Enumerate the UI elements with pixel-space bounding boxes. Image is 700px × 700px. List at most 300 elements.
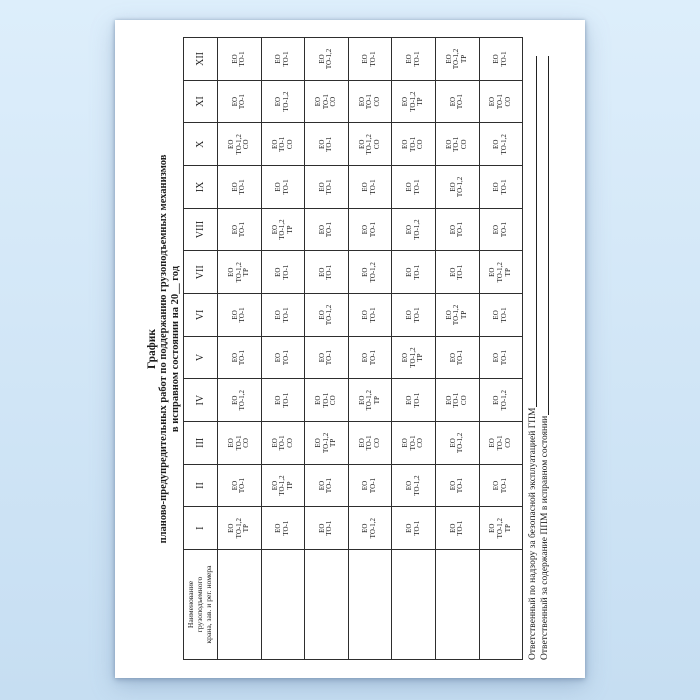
- schedule-cell-line: ТО-1: [238, 51, 247, 67]
- schedule-cell-line: ТО-1: [365, 435, 374, 451]
- schedule-cell-line: ЕО: [317, 523, 326, 533]
- name-header-line: крана, зав. и рег. номера: [203, 565, 213, 644]
- schedule-cell-line: ЕО: [448, 438, 457, 448]
- schedule-cell-line: ЕО: [230, 224, 239, 235]
- schedule-cell-line: ТО-1: [325, 264, 334, 280]
- schedule-cell: [305, 80, 349, 123]
- schedule-cell-line: ЕО: [448, 182, 457, 192]
- schedule-cell-line: СО: [372, 139, 381, 150]
- schedule-cell-line: ТО-1: [456, 94, 465, 110]
- schedule-cell-line: ЕО: [317, 267, 326, 277]
- schedule-cell: [348, 80, 392, 123]
- schedule-cell-line: ЕО: [405, 54, 414, 64]
- schedule-cell-line: ТР: [460, 54, 469, 64]
- schedule-cell: [261, 379, 305, 422]
- schedule-cell-line: ТО-1: [325, 477, 334, 494]
- schedule-cell: [305, 123, 349, 166]
- schedule-cell-line: ТО-1: [499, 222, 508, 238]
- schedule-cell: [261, 464, 305, 507]
- schedule-cell: [392, 464, 436, 507]
- schedule-cell-line: ЕО: [448, 96, 457, 107]
- schedule-row: [218, 38, 262, 660]
- schedule-cell-line: СО: [329, 96, 338, 107]
- schedule-cell-line: СО: [416, 139, 425, 150]
- schedule-cell-line: ТО-1: [452, 392, 461, 408]
- schedule-cell: [348, 38, 392, 81]
- schedule-cell-line: ТО-1: [238, 94, 247, 110]
- schedule-cell-line: ЕО: [401, 96, 410, 107]
- schedule-cell-line: СО: [285, 438, 294, 448]
- table-body: [218, 38, 523, 660]
- schedule-cell-line: ЕО: [357, 96, 366, 107]
- schedule-cell-line: ТО-1,2: [234, 262, 243, 283]
- schedule-cell-line: ТО-1: [496, 435, 505, 451]
- schedule-cell: [392, 251, 436, 294]
- month-header: XI: [184, 80, 218, 123]
- schedule-cell-line: ТО-1: [412, 392, 421, 408]
- crane-name-cell: [218, 550, 262, 660]
- crane-name-cell: [435, 550, 479, 660]
- schedule-cell-line: ЕО: [317, 310, 326, 320]
- schedule-cell: [435, 80, 479, 123]
- schedule-cell-line: ТО-1: [456, 222, 465, 238]
- schedule-cell-line: ЕО: [405, 224, 414, 235]
- schedule-row: [261, 38, 305, 660]
- month-header: VII: [184, 251, 218, 294]
- schedule-cell-line: ЕО: [448, 480, 457, 491]
- schedule-cell: [392, 379, 436, 422]
- schedule-cell-line: ТО-1,2: [496, 518, 505, 539]
- schedule-cell-line: ТО-1,2: [408, 91, 417, 112]
- schedule-cell-line: ЕО: [230, 182, 239, 192]
- schedule-cell: [435, 123, 479, 166]
- schedule-cell-line: ЕО: [488, 523, 497, 533]
- schedule-cell: [348, 123, 392, 166]
- schedule-cell: [348, 336, 392, 379]
- schedule-cell-line: ТР: [285, 225, 294, 234]
- title-line-1: График: [146, 329, 158, 369]
- schedule-cell-line: ЕО: [405, 267, 414, 277]
- schedule-cell: [305, 166, 349, 209]
- schedule-cell: [479, 80, 523, 123]
- schedule-cell-line: ЕО: [488, 267, 497, 277]
- schedule-cell-line: ТО-1,2: [499, 134, 508, 155]
- schedule-row: [479, 38, 523, 660]
- schedule-cell-line: ТР: [242, 524, 251, 533]
- schedule-cell: [218, 464, 262, 507]
- schedule-cell: [348, 422, 392, 465]
- schedule-cell: [305, 507, 349, 550]
- schedule-cell: [392, 123, 436, 166]
- crane-name-cell: [348, 550, 392, 660]
- schedule-cell-line: ЕО: [448, 224, 457, 235]
- schedule-cell-line: ЕО: [361, 182, 370, 192]
- schedule-cell-line: ЕО: [274, 182, 283, 192]
- schedule-cell-line: ЕО: [230, 54, 239, 64]
- signature-line-2: [539, 56, 551, 660]
- schedule-cell: [348, 507, 392, 550]
- schedule-cell-line: ЕО: [317, 480, 326, 491]
- schedule-cell: [435, 379, 479, 422]
- schedule-cell: [435, 166, 479, 209]
- schedule-cell: [218, 80, 262, 123]
- schedule-cell: [305, 38, 349, 81]
- schedule-cell: [479, 336, 523, 379]
- schedule-cell-line: ЕО: [226, 438, 235, 448]
- schedule-cell-line: ТО-1: [412, 520, 421, 536]
- signature-line-1: [527, 56, 539, 660]
- schedule-cell-line: ЕО: [405, 310, 414, 320]
- schedule-cell: [305, 336, 349, 379]
- schedule-cell-line: ЕО: [230, 96, 239, 107]
- schedule-cell-line: ТР: [460, 310, 469, 319]
- schedule-cell: [435, 294, 479, 337]
- month-header: III: [184, 422, 218, 465]
- crane-name-cell: [261, 550, 305, 660]
- schedule-cell: [479, 208, 523, 251]
- signature-rule: [539, 56, 549, 415]
- schedule-cell-line: ТО-1,2: [452, 304, 461, 326]
- signature-block: [527, 56, 551, 660]
- schedule-cell: [479, 38, 523, 81]
- month-header: XII: [184, 38, 218, 81]
- schedule-cell-line: ТО-1: [369, 51, 378, 67]
- schedule-cell-line: ЕО: [361, 267, 370, 277]
- schedule-cell-line: ЕО: [405, 523, 414, 533]
- schedule-cell-line: ТО-1: [499, 350, 508, 366]
- schedule-cell-line: ЕО: [361, 224, 370, 235]
- schedule-cell-line: ЕО: [317, 139, 326, 149]
- schedule-cell-line: ТО-1,2: [496, 262, 505, 283]
- schedule-cell-line: ЕО: [270, 480, 279, 491]
- schedule-cell-line: ЕО: [492, 310, 501, 320]
- schedule-cell: [435, 336, 479, 379]
- schedule-cell-line: ЕО: [230, 480, 239, 491]
- schedule-cell-line: ТО-1: [325, 350, 334, 366]
- schedule-cell: [435, 507, 479, 550]
- schedule-cell-line: ЕО: [274, 54, 283, 64]
- signature-label: Ответственный по надзору за безопасной эксплуатацией ГПМ: [528, 407, 538, 660]
- schedule-cell: [218, 38, 262, 81]
- schedule-cell-line: ТР: [416, 353, 425, 362]
- schedule-cell-line: ЕО: [230, 352, 239, 363]
- schedule-cell-line: СО: [242, 438, 251, 448]
- schedule-cell-line: ТО-1: [281, 392, 290, 408]
- schedule-cell-line: СО: [503, 96, 512, 107]
- schedule-cell-line: СО: [372, 438, 381, 448]
- schedule-cell-line: ТО-1: [281, 307, 290, 323]
- schedule-cell: [218, 379, 262, 422]
- schedule-cell-line: ЕО: [361, 523, 370, 533]
- schedule-cell: [218, 208, 262, 251]
- schedule-cell-line: ЕО: [274, 395, 283, 405]
- schedule-cell: [261, 208, 305, 251]
- schedule-cell-line: ТО-1: [281, 520, 290, 536]
- schedule-cell: [305, 379, 349, 422]
- schedule-cell-line: ТО-1,2: [238, 390, 247, 411]
- schedule-cell-line: ЕО: [361, 480, 370, 491]
- schedule-cell-line: ТО-1: [365, 94, 374, 110]
- schedule-cell-line: ЕО: [401, 438, 410, 448]
- schedule-cell-line: ТО-1: [278, 136, 287, 152]
- schedule-cell: [392, 336, 436, 379]
- schedule-cell-line: ТР: [372, 396, 381, 405]
- schedule-row: [305, 38, 349, 660]
- schedule-cell: [305, 251, 349, 294]
- schedule-cell: [435, 38, 479, 81]
- month-header: II: [184, 464, 218, 507]
- schedule-cell-line: ТО-1,2: [456, 432, 465, 454]
- schedule-cell: [435, 422, 479, 465]
- schedule-cell: [261, 38, 305, 81]
- name-header-line: грузоподъемного: [195, 576, 205, 633]
- schedule-cell-line: ЕО: [274, 267, 283, 277]
- schedule-cell: [218, 336, 262, 379]
- schedule-cell-line: ТО-1: [412, 179, 421, 195]
- schedule-cell-line: ЕО: [448, 523, 457, 533]
- schedule-cell-line: ЕО: [274, 352, 283, 363]
- schedule-cell-line: ТО-1: [412, 264, 421, 280]
- schedule-cell-line: ТО-1: [412, 307, 421, 323]
- schedule-cell-line: ТО-1: [325, 520, 334, 536]
- schedule-cell-line: ТО-1,2: [369, 518, 378, 539]
- schedule-cell-line: ТР: [503, 524, 512, 533]
- schedule-cell-line: ТО-1,2: [499, 390, 508, 411]
- schedule-cell-line: ТО-1: [369, 477, 378, 494]
- schedule-cell-line: ТО-1: [456, 520, 465, 536]
- schedule-cell-line: ТО-1,2: [365, 134, 374, 155]
- schedule-cell-line: ЕО: [317, 182, 326, 192]
- schedule-row: [348, 38, 392, 660]
- schedule-cell-line: ТО-1,2: [325, 48, 334, 70]
- schedule-cell: [435, 464, 479, 507]
- schedule-cell: [479, 294, 523, 337]
- schedule-cell-line: ЕО: [314, 96, 323, 107]
- schedule-cell-line: СО: [503, 438, 512, 448]
- signature-label: Ответственный за содержание ППМ в исправном состоянии: [540, 415, 550, 660]
- schedule-cell: [218, 294, 262, 337]
- schedule-cell-line: ТО-1,2: [278, 219, 287, 240]
- schedule-cell: [305, 422, 349, 465]
- schedule-cell-line: ЕО: [226, 139, 235, 149]
- schedule-cell-line: ЕО: [274, 96, 283, 107]
- schedule-cell: [392, 507, 436, 550]
- schedule-cell-line: ЕО: [405, 480, 414, 491]
- month-header: V: [184, 336, 218, 379]
- document-page: [115, 20, 585, 678]
- schedule-cell-line: СО: [460, 395, 469, 406]
- crane-name-cell: [305, 550, 349, 660]
- schedule-cell: [218, 166, 262, 209]
- schedule-cell-line: ЕО: [448, 352, 457, 363]
- schedule-cell: [348, 294, 392, 337]
- schedule-cell-line: ЕО: [488, 96, 497, 107]
- schedule-cell-line: ЕО: [357, 438, 366, 448]
- schedule-cell-line: ТО-1: [278, 435, 287, 451]
- schedule-cell: [479, 123, 523, 166]
- crane-name-cell: [479, 550, 523, 660]
- schedule-cell-line: ЕО: [317, 224, 326, 235]
- schedule-cell-line: ЕО: [492, 224, 501, 235]
- schedule-cell: [479, 422, 523, 465]
- schedule-cell-line: ЕО: [405, 182, 414, 192]
- schedule-cell: [392, 166, 436, 209]
- month-header: I: [184, 507, 218, 550]
- schedule-cell-line: ТР: [416, 97, 425, 106]
- schedule-cell-line: ТО-1: [325, 179, 334, 195]
- schedule-cell: [218, 123, 262, 166]
- schedule-cell-line: ТО-1: [281, 264, 290, 280]
- schedule-cell: [392, 80, 436, 123]
- schedule-cell-line: ЕО: [274, 310, 283, 320]
- crane-name-column-header: [184, 550, 218, 660]
- schedule-cell-line: ЕО: [444, 395, 453, 405]
- schedule-cell: [218, 251, 262, 294]
- schedule-cell-line: ТР: [503, 268, 512, 277]
- name-header-line: Наименование: [186, 580, 196, 629]
- schedule-cell-line: ЕО: [492, 352, 501, 363]
- schedule-cell-line: ЕО: [230, 310, 239, 320]
- schedule-cell-line: ТО-1: [369, 179, 378, 195]
- schedule-cell-line: ТО-1: [496, 94, 505, 110]
- title-line-2: планово-предупредительных работ по поддержанию грузоподъемных механизмов: [158, 154, 169, 544]
- schedule-cell-line: ТО-1,2: [278, 475, 287, 496]
- schedule-cell-line: ТО-1,2: [234, 134, 243, 155]
- schedule-cell-line: ЕО: [230, 395, 239, 405]
- schedule-cell-line: ТО-1,2: [412, 219, 421, 240]
- table-header: [184, 38, 218, 660]
- month-header: IV: [184, 379, 218, 422]
- schedule-cell-line: СО: [460, 139, 469, 150]
- schedule-cell-line: ТО-1: [499, 51, 508, 67]
- schedule-cell-line: ТО-1,2: [456, 176, 465, 198]
- schedule-cell-line: ТО-1: [234, 435, 243, 451]
- schedule-cell: [305, 208, 349, 251]
- schedule-cell: [348, 464, 392, 507]
- schedule-cell: [392, 294, 436, 337]
- schedule-cell-line: СО: [372, 96, 381, 107]
- schedule-cell-line: ЕО: [314, 395, 323, 405]
- schedule-cell-line: СО: [329, 395, 338, 406]
- schedule-cell-line: ТО-1: [321, 94, 330, 110]
- schedule-cell-line: ТО-1: [325, 136, 334, 152]
- schedule-cell-line: ТО-1,2: [369, 262, 378, 283]
- title-line-3: в исправном состоянии на 20__ год: [170, 265, 181, 433]
- schedule-cell: [479, 379, 523, 422]
- schedule-cell-line: ТО-1: [281, 350, 290, 366]
- schedule-row: [435, 38, 479, 660]
- schedule-cell-line: ЕО: [357, 139, 366, 149]
- schedule-cell: [261, 80, 305, 123]
- schedule-cell-line: ЕО: [492, 139, 501, 149]
- ppr-schedule-table: [183, 37, 523, 660]
- schedule-cell-line: ЕО: [492, 54, 501, 64]
- document-title: [146, 20, 182, 678]
- schedule-cell-line: ТО-1: [456, 264, 465, 280]
- schedule-cell-line: ЕО: [226, 523, 235, 533]
- schedule-cell-line: ЕО: [361, 54, 370, 64]
- schedule-cell: [479, 251, 523, 294]
- schedule-cell: [479, 464, 523, 507]
- schedule-cell-line: ТО-1: [281, 51, 290, 67]
- schedule-cell-line: ТО-1: [238, 179, 247, 195]
- month-header: VI: [184, 294, 218, 337]
- header-row: [184, 38, 218, 660]
- schedule-cell: [348, 208, 392, 251]
- schedule-cell-line: ТО-1: [238, 307, 247, 323]
- schedule-cell-line: ТО-1,2: [321, 432, 330, 454]
- schedule-cell: [479, 507, 523, 550]
- schedule-cell: [218, 507, 262, 550]
- schedule-cell-line: ТО-1: [499, 477, 508, 494]
- schedule-cell-line: ТО-1,2: [281, 91, 290, 112]
- schedule-cell: [348, 166, 392, 209]
- schedule-cell: [392, 208, 436, 251]
- schedule-cell-line: ЕО: [270, 438, 279, 448]
- schedule-cell-line: ЕО: [405, 395, 414, 405]
- month-header: VIII: [184, 208, 218, 251]
- schedule-cell: [305, 294, 349, 337]
- schedule-cell-line: ЕО: [401, 352, 410, 363]
- schedule-cell-line: ТО-1: [408, 136, 417, 152]
- schedule-cell-line: ЕО: [361, 352, 370, 363]
- schedule-cell-line: ЕО: [448, 267, 457, 277]
- schedule-cell-line: ТО-1,2: [325, 304, 334, 326]
- schedule-cell-line: ЕО: [317, 352, 326, 363]
- schedule-cell-line: ЕО: [401, 139, 410, 149]
- schedule-cell-line: ТО-1: [452, 136, 461, 152]
- schedule-cell-line: ТО-1: [499, 179, 508, 195]
- schedule-cell-line: ЕО: [444, 139, 453, 149]
- schedule-cell-line: ТО-1: [499, 307, 508, 323]
- schedule-cell-line: ТО-1,2: [452, 48, 461, 70]
- schedule-cell-line: ТО-1,2: [408, 347, 417, 368]
- month-header: IX: [184, 166, 218, 209]
- month-header: X: [184, 123, 218, 166]
- schedule-cell-line: ТО-1: [325, 222, 334, 238]
- schedule-cell: [261, 336, 305, 379]
- schedule-cell-line: ЕО: [274, 523, 283, 533]
- schedule-cell-line: СО: [416, 438, 425, 448]
- schedule-cell-line: ЕО: [492, 480, 501, 491]
- schedule-cell: [435, 208, 479, 251]
- rotated-document-content: [115, 20, 585, 678]
- schedule-cell-line: ТО-1: [238, 477, 247, 494]
- schedule-cell-line: ТР: [329, 438, 338, 447]
- crane-name-cell: [392, 550, 436, 660]
- schedule-cell-line: ТО-1,2: [234, 518, 243, 539]
- schedule-cell-line: ТО-1: [369, 307, 378, 323]
- schedule-cell-line: СО: [242, 139, 251, 150]
- schedule-cell-line: ТО-1: [321, 392, 330, 408]
- schedule-cell-line: ТО-1: [238, 222, 247, 238]
- schedule-cell-line: ТО-1,2: [365, 390, 374, 411]
- schedule-cell-line: ТО-1: [456, 350, 465, 366]
- schedule-cell: [392, 422, 436, 465]
- schedule-cell-line: ТО-1,2: [412, 475, 421, 496]
- schedule-cell: [261, 507, 305, 550]
- schedule-cell: [435, 251, 479, 294]
- schedule-cell-line: ТО-1: [281, 179, 290, 195]
- schedule-cell: [218, 422, 262, 465]
- schedule-cell-line: ТР: [242, 268, 251, 277]
- schedule-cell: [261, 251, 305, 294]
- schedule-cell: [261, 123, 305, 166]
- signature-rule: [527, 56, 537, 407]
- schedule-cell-line: ТО-1: [369, 350, 378, 366]
- schedule-cell: [392, 38, 436, 81]
- schedule-cell: [348, 251, 392, 294]
